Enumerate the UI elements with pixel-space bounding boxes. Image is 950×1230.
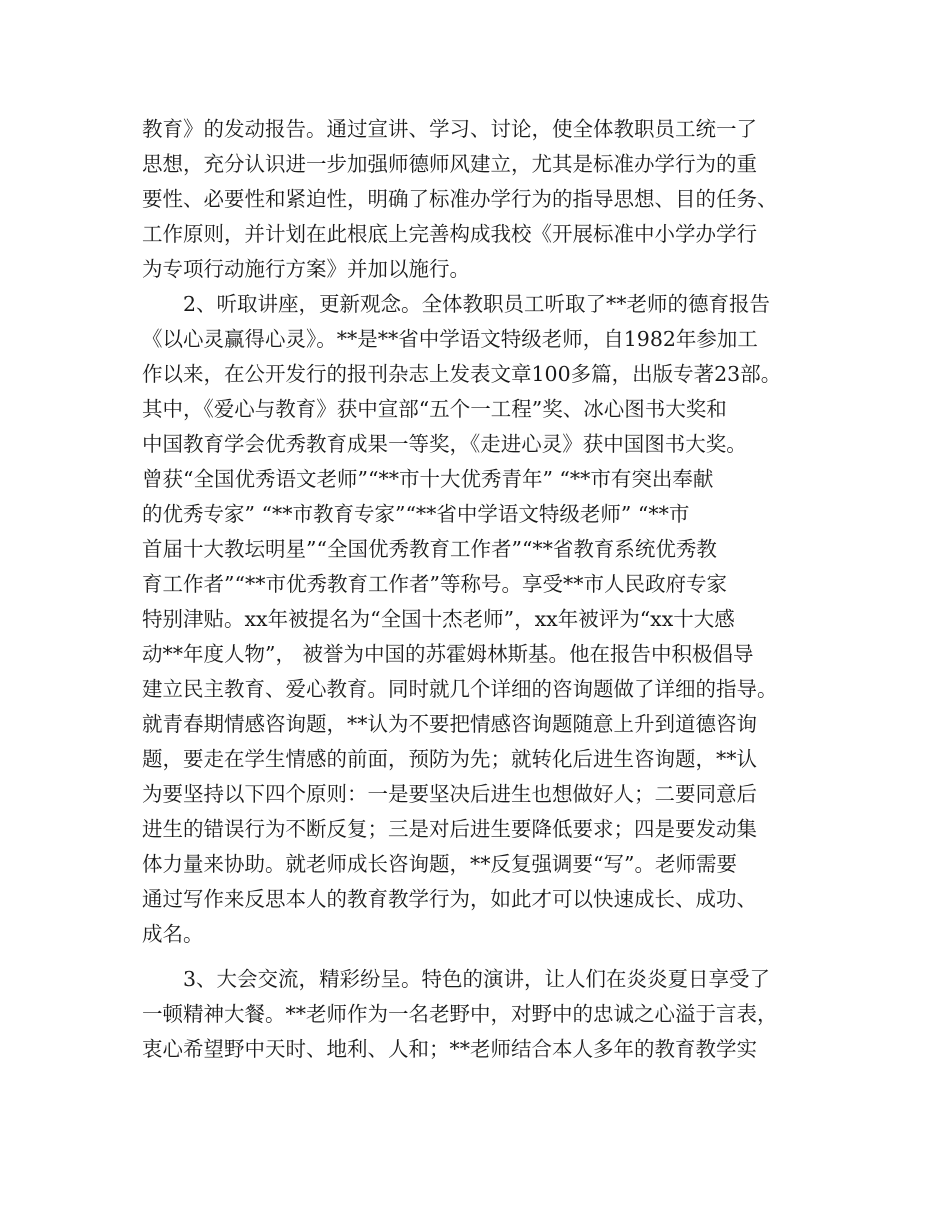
- text-line: 思想，充分认识进一步加强师德师风建立，尤其是标准办学行为的重: [142, 152, 757, 176]
- text-line: 其中，《爱心与教育》获中宣部“五个一工程”奖、冰心图书大奖和: [142, 397, 727, 421]
- text-line: 中国教育学会优秀教育成果一等奖，《走进心灵》获中国图书大奖。: [142, 432, 747, 456]
- text-line: 教育》的发动报告。通过宣讲、学习、讨论，使全体教职员工统一了: [142, 117, 757, 141]
- text-line: 一顿精神大餐。**老师作为一名老野中，对野中的忠诚之心溢于言表，: [142, 1002, 778, 1026]
- text-line: 首届十大教坛明星”“全国优秀教育工作者”“**省教育系统优秀教: [142, 537, 717, 561]
- text-line: 要性、必要性和紧迫性，明确了标准办学行为的指导思想、目的任务、: [142, 187, 778, 211]
- text-line: 建立民主教育、爱心教育。同时就几个详细的咨询题做了详细的指导。: [142, 677, 778, 701]
- paragraph-1: [142, 112, 822, 287]
- body-text: [142, 112, 822, 1067]
- paragraph-2: [142, 287, 822, 952]
- text-line: 动**年度人物”， 被誉为中国的苏霍姆林斯基。他在报告中积极倡导: [142, 642, 754, 666]
- text-line: 工作原则，并计划在此根底上完善构成我校《开展标准中小学办学行: [142, 222, 757, 246]
- text-line: 2、听取讲座，更新观念。全体教职员工听取了**老师的德育报告: [142, 292, 771, 316]
- text-line: 体力量来协助。就老师成长咨询题，**反复强调要“写”。老师需要: [142, 852, 737, 876]
- text-line: 曾获“全国优秀语文老师”“**市十大优秀青年” “**市有突出奉献: [142, 467, 714, 491]
- text-line: 衷心希望野中天时、地利、人和；**老师结合本人多年的教育教学实: [142, 1037, 757, 1061]
- text-line: 题，要走在学生情感的前面，预防为先；就转化后进生咨询题，**认: [142, 747, 757, 771]
- text-line: 《以心灵赢得心灵》。**是**省中学语文特级老师，自1982年参加工: [142, 327, 758, 351]
- text-line: 特别津贴。xx年被提名为“全国十杰老师”，xx年被评为“xx十大感: [142, 607, 735, 631]
- text-line: 为要坚持以下四个原则：一是要坚决后进生也想做好人；二要同意后: [142, 782, 757, 806]
- text-line: 3、大会交流，精彩纷呈。特色的演讲，让人们在炎炎夏日享受了: [142, 967, 771, 991]
- text-line: 育工作者”“**市优秀教育工作者”等称号。享受**市人民政府专家: [142, 572, 727, 596]
- text-line: 成名。: [142, 922, 204, 946]
- paragraph-spacing: [142, 952, 822, 962]
- text-line: 进生的错误行为不断反复；三是对后进生要降低要求；四是要发动集: [142, 817, 757, 841]
- text-line: 为专项行动施行方案》并加以施行。: [142, 257, 470, 281]
- paragraph-3: [142, 962, 822, 1067]
- text-line: 作以来，在公开发行的报刊杂志上发表文章100多篇，出版专著23部。: [142, 362, 782, 386]
- text-line: 就青春期情感咨询题，**认为不要把情感咨询题随意上升到道德咨询: [142, 712, 757, 736]
- text-line: 的优秀专家” “**市教育专家”“**省中学语文特级老师” “**市: [142, 502, 690, 526]
- text-line: 通过写作来反思本人的教育教学行为，如此才可以快速成长、成功、: [142, 887, 757, 911]
